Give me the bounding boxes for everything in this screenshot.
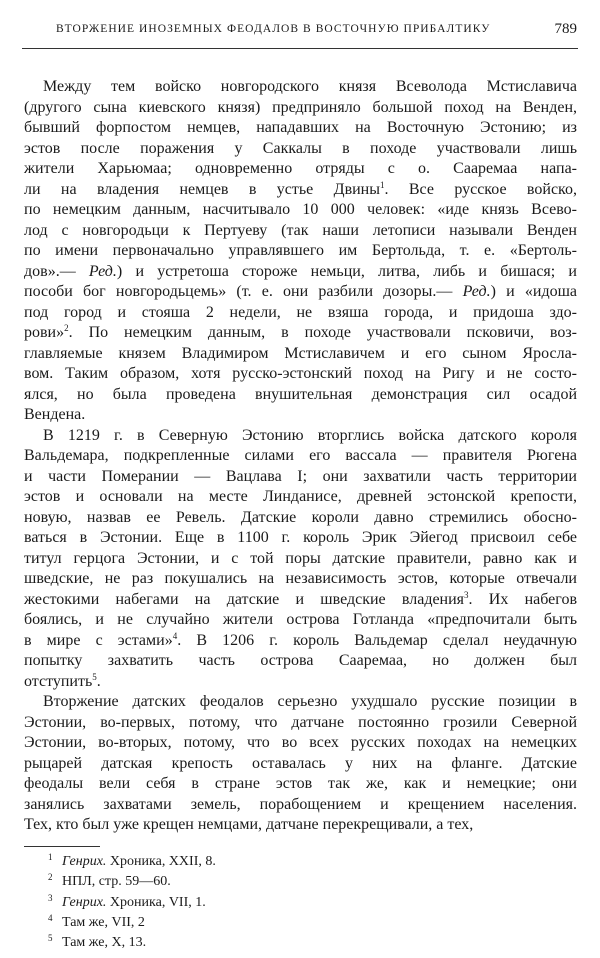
footnote: 3 Генрих. Хроника, VII, 1. (48, 892, 206, 910)
text-segment: рови» (24, 324, 65, 341)
text-line (24, 77, 577, 98)
text-line (24, 303, 577, 324)
text-segment: по немецким данным, насчитывало 10 000 человек: «иде князь Всево- (24, 201, 577, 218)
text-line (24, 426, 577, 447)
text-line (24, 467, 577, 488)
footnote-text: Хроника, XXII, 8. (106, 854, 216, 869)
text-segment: под город и стояша 2 недели, не взяша города, и придоша здо- (24, 303, 577, 321)
footnote-author: Генрих. (62, 894, 107, 910)
text-line (24, 159, 577, 180)
text-line (24, 754, 577, 775)
text-line (24, 323, 577, 344)
text-segment: . Все русское войско, (384, 180, 578, 198)
paragraph (24, 426, 577, 693)
text-segment: ялся, но была проведена внушительная демонстрация сил осадой (24, 385, 577, 403)
text-segment: Вендена. (24, 406, 86, 423)
text-line (24, 590, 577, 611)
text-segment: Вальдемара, подкрепленные силами его вассала — правителя Рюгена (24, 447, 577, 464)
text-segment: шведские, не раз покушались на независимость эстов, которые отвечали (24, 570, 577, 587)
text-segment: главляемые князем Владимиром Мстиславичем и его сыном Яросла- (24, 344, 577, 362)
text-segment: Эстонии, во-первых, потому, что датчане постоянно грозили Северной (24, 713, 577, 731)
text-segment: ) и «идоша (490, 283, 577, 300)
text-segment: ваться в Эстонии. Еще в 1100 г. король Эрик Эйегод присвоил себе (24, 529, 577, 546)
text-line (24, 344, 577, 365)
text-segment: боялись, и не случайно жители острова Готланда «предпочитали быть (24, 611, 577, 628)
text-line (24, 180, 577, 201)
text-line (24, 774, 577, 795)
text-line (24, 631, 577, 652)
footnote-ref: 2 (64, 323, 69, 333)
text-segment: эстов и основали на месте Линданисе, древней эстонской крепости, (24, 488, 577, 505)
footnote-text: Там же, VII, 2 (62, 914, 145, 930)
body-text (24, 77, 577, 836)
text-line (24, 528, 577, 549)
text-segment: титул герцога Эстонии, и с той поры датские правители, равно как и (24, 549, 577, 567)
text-segment: вом. Таким образом, хотя русско-эстонский поход на Ригу и не состо- (24, 365, 577, 382)
text-segment: пособи бог новгородьцемь» (т. е. они разбили дозоры.— (24, 283, 463, 300)
text-segment: Вторжение датских феодалов серьезно ухудшало русские позиции в (43, 693, 577, 710)
text-segment: занялись захватами земель, порабощением и крещением населения. (24, 795, 577, 813)
italic-text: Ред. (462, 283, 491, 300)
text-segment: Между тем войско новгородского князя Всеволода Мстиславича (43, 78, 577, 95)
footnote: 1 Генрих. Хроника, XXII, 8. (48, 852, 216, 869)
text-segment: (другого сына киевского князя) предприняло большой поход на Венден, (24, 98, 577, 116)
italic-text: Ред. (88, 262, 117, 280)
text-line (24, 672, 577, 693)
footnote-text: Там же, X, 13. (62, 935, 147, 951)
text-segment: . В 1206 г. король Вальдемар сделал неудачную (177, 631, 578, 649)
text-segment: отступить (24, 672, 93, 690)
paragraph (24, 77, 577, 426)
text-segment: лод с новгородьци к Пертуеву (так наши летописи называли Венден (24, 221, 577, 239)
text-segment: жители Харьюмаа; одновременно отряды с о. Сааремаа напа- (24, 160, 577, 177)
text-line (24, 200, 577, 221)
footnote-ref: 4 (172, 630, 178, 641)
footnote: 5 Там же, X, 13. (48, 933, 147, 951)
text-line (24, 364, 577, 385)
text-line (24, 282, 577, 303)
text-segment: ) и устретоша стороже немьци, литва, либь и бишася; и (116, 262, 577, 280)
footnotes (48, 852, 216, 953)
footnote-ref: 5 (92, 671, 97, 682)
text-line (24, 446, 577, 467)
footnote-rule (24, 846, 100, 847)
text-line (24, 221, 577, 242)
text-line (24, 139, 577, 160)
text-segment: по имени первоначально управлявшего им Бертольда, т. е. «Бертоль- (24, 242, 577, 259)
text-line (24, 733, 577, 754)
footnote: 2 НПЛ, стр. 59—60. (48, 872, 171, 890)
running-title: ВТОРЖЕНИЕ ИНОЗЕМНЫХ ФЕОДАЛОВ В ВОСТОЧНУЮ ПРИБАЛТИКУ (56, 23, 491, 35)
page-number: 789 (554, 21, 577, 37)
text-segment: попытку захватить часть острова Сааремаа, но должен был (24, 652, 577, 669)
footnote-text: Хроника, VII, 1. (106, 894, 206, 910)
paragraph (24, 692, 577, 836)
text-segment: жестокими набегами на датские и шведские владения (24, 590, 465, 608)
text-segment: . (96, 672, 101, 690)
text-line (24, 692, 577, 713)
text-segment: дов».— (24, 262, 89, 280)
footnote: 4 Там же, VII, 2 (48, 912, 145, 930)
text-line (24, 549, 577, 570)
text-segment: Тех, кто был уже крещен немцами, датчане перекрещивали, а тех, (24, 816, 474, 833)
text-segment: . По немецким данным, в походе участвовали псковичи, воз- (68, 324, 577, 341)
text-line (24, 508, 577, 529)
text-segment: и части Померании — Вацлава I; они захватили часть территории (24, 467, 577, 485)
text-segment: в мире с эстами» (24, 631, 173, 649)
text-line (24, 651, 577, 672)
text-segment: эстов после поражения у Саккалы в походе участвовали лишь (24, 139, 577, 157)
text-line (24, 262, 577, 283)
footnote-ref: 3 (464, 589, 469, 600)
text-line (24, 487, 577, 508)
text-line (24, 241, 577, 262)
footnote-text: НПЛ, стр. 59—60. (62, 874, 171, 890)
text-line (24, 610, 577, 631)
text-line (24, 815, 577, 836)
text-segment: В 1219 г. в Северную Эстонию вторглись войска датского короля (43, 426, 577, 444)
text-segment: бывший форпостом немцев, нападавших на Восточную Эстонию; из (24, 119, 577, 136)
text-line (24, 385, 577, 406)
header-rule (22, 48, 578, 49)
footnote-author: Генрих. (62, 854, 107, 869)
text-line (24, 713, 577, 734)
text-line (24, 98, 577, 119)
text-line (24, 118, 577, 139)
running-header (22, 21, 577, 41)
footnote-ref: 1 (380, 179, 385, 190)
text-line (24, 569, 577, 590)
text-segment: рыцарей датская крепость оставалась у них на фланге. Датские (24, 754, 577, 772)
text-segment: Эстонии, во-вторых, потому, что во всех русских походах на немецких (24, 734, 577, 751)
text-line (24, 795, 577, 816)
text-segment: ли на владения немцев в устье Двины (24, 180, 380, 198)
text-line (24, 405, 577, 426)
text-segment: . Их набегов (468, 590, 577, 608)
text-segment: новую, назвав ее Ревель. Датские короли давно стремились обосно- (24, 508, 577, 526)
text-segment: феодалы вели себя в стране эстов так же, как и немецкие; они (24, 775, 577, 792)
